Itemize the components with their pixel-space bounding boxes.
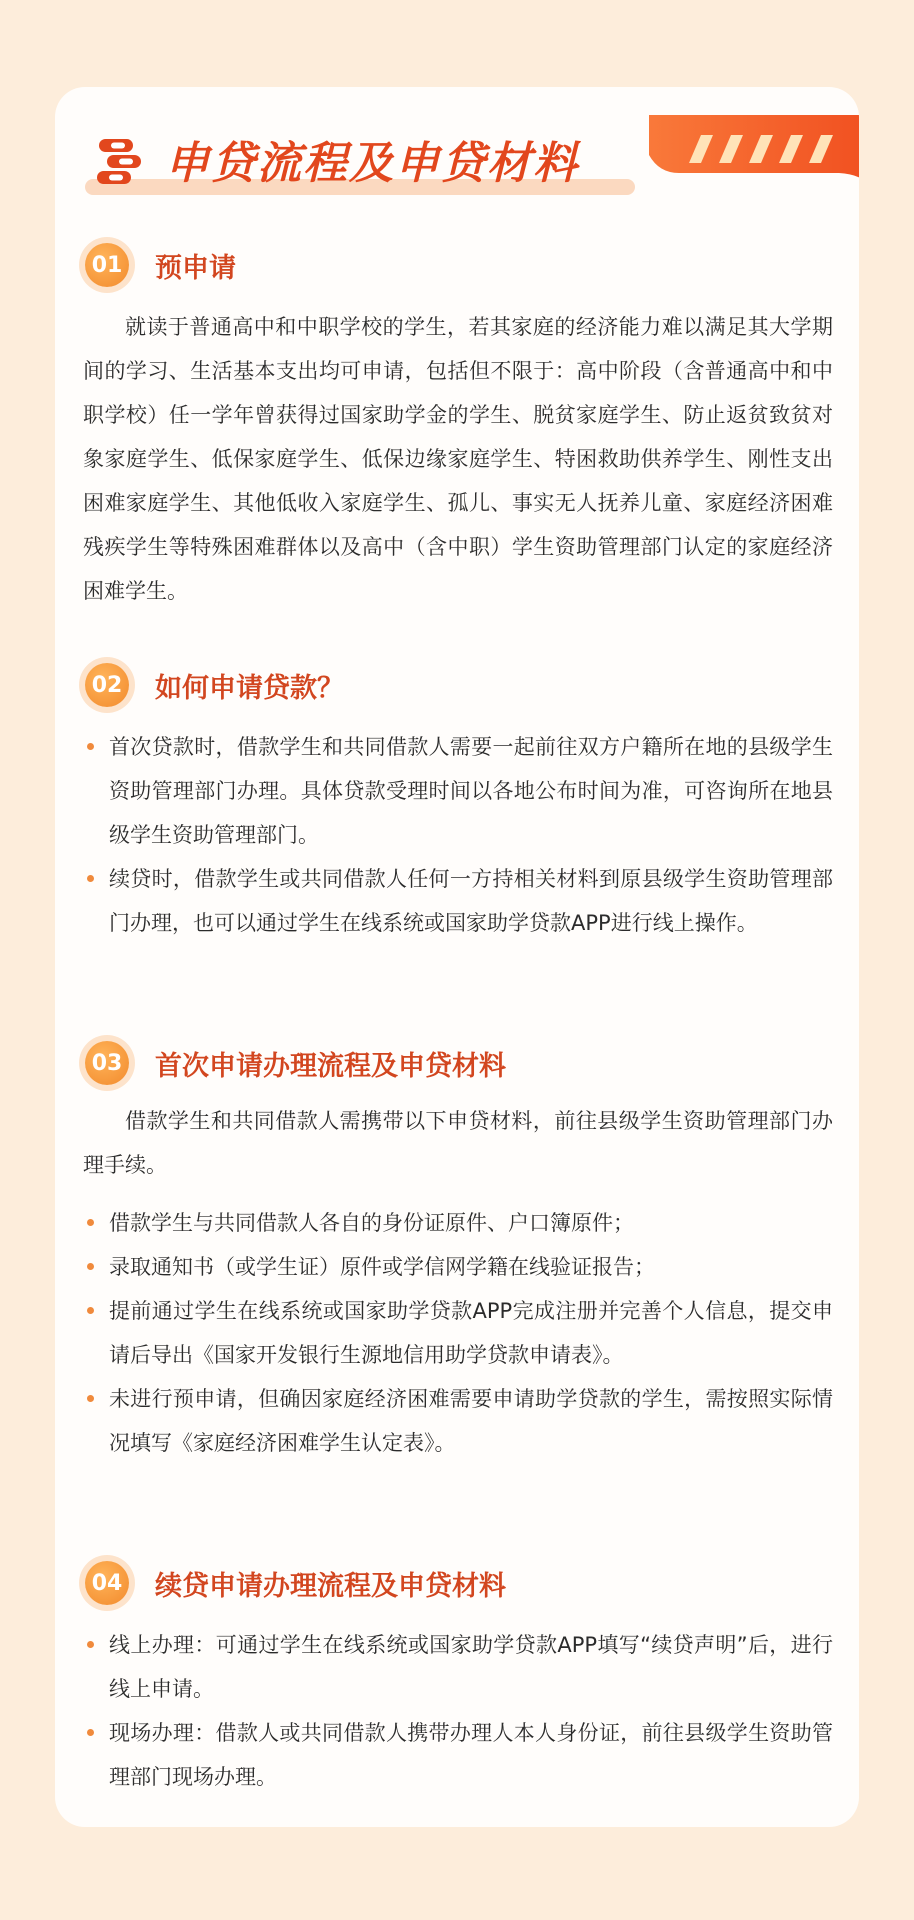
page-title: 申贷流程及申贷材料 bbox=[165, 138, 579, 189]
section-title: 如何申请贷款？ bbox=[155, 672, 344, 704]
bullet-dot-icon bbox=[87, 1307, 94, 1314]
list-item: 首次贷款时，借款学生和共同借款人需要一起前往双方户籍所在地的县级学生资助管理部门办理。具体贷款受理时间以各地公布时间为准，可咨询所在地县级学生资助管理部门。 bbox=[83, 725, 833, 857]
section-number-badge: 04 bbox=[85, 1561, 129, 1605]
section-number-badge: 02 bbox=[85, 663, 129, 707]
content-card bbox=[55, 87, 859, 1827]
section-title: 首次申请办理流程及申贷材料 bbox=[155, 1050, 506, 1082]
stripe-decoration bbox=[639, 115, 859, 245]
list-item: 录取通知书（或学生证）原件或学信网学籍在线验证报告； bbox=[83, 1245, 833, 1289]
bullet-dot-icon bbox=[87, 1219, 94, 1226]
section-header bbox=[83, 239, 833, 291]
section-number-badge: 03 bbox=[85, 1041, 129, 1085]
bullet-dot-icon bbox=[87, 1395, 94, 1402]
section-paragraph: 就读于普通高中和中职学校的学生，若其家庭的经济能力难以满足其大学期间的学习、生活基本支出均可申请，包括但不限于：高中阶段（含普通高中和中职学校）任一学年曾获得过国家助学金的学生、脱贫家庭学生、防止返贫致贫对象家庭学生、低保家庭学生、低保边缘家庭学生、特困救助供养学生、刚性支出困难家庭学生、其他低收入家庭学生、孤儿、事实无人抚养儿童、家庭经济困难残疾学生等特殊困难群体以及高中（含中职）学生资助管理部门认定的家庭经济困难学生。 bbox=[83, 315, 833, 603]
section-title: 续贷申请办理流程及申贷材料 bbox=[155, 1570, 506, 1602]
section-title: 预申请 bbox=[155, 252, 236, 284]
bullet-dot-icon bbox=[87, 1729, 94, 1736]
bullet-dot-icon bbox=[87, 1641, 94, 1648]
bullet-list bbox=[83, 725, 833, 945]
bullet-dot-icon bbox=[87, 1263, 94, 1270]
list-item: 提前通过学生在线系统或国家助学贷款APP完成注册并完善个人信息，提交申请后导出《国家开发银行生源地信用助学贷款申请表》。 bbox=[83, 1289, 833, 1377]
section-renewal-application bbox=[83, 1557, 833, 1799]
section-header bbox=[83, 659, 833, 711]
title-bar bbox=[85, 115, 859, 245]
list-item: 借款学生与共同借款人各自的身份证原件、户口簿原件； bbox=[83, 1201, 833, 1245]
bullet-dot-icon bbox=[87, 743, 94, 750]
bullet-dot-icon bbox=[87, 875, 94, 882]
bullet-list bbox=[83, 1201, 833, 1465]
list-item: 线上办理：可通过学生在线系统或国家助学贷款APP填写“续贷声明”后，进行线上申请。 bbox=[83, 1623, 833, 1711]
bullet-list bbox=[83, 1623, 833, 1799]
list-item: 续贷时，借款学生或共同借款人任何一方持相关材料到原县级学生资助管理部门办理，也可以通过学生在线系统或国家助学贷款APP进行线上操作。 bbox=[83, 857, 833, 945]
section-paragraph: 借款学生和共同借款人需携带以下申贷材料，前往县级学生资助管理部门办理手续。 bbox=[83, 1109, 833, 1177]
section-header bbox=[83, 1557, 833, 1609]
list-item: 现场办理：借款人或共同借款人携带办理人本人身份证，前往县级学生资助管理部门现场办理。 bbox=[83, 1711, 833, 1799]
section-first-application bbox=[83, 1037, 833, 1465]
list-item: 未进行预申请，但确因家庭经济困难需要申请助学贷款的学生，需按照实际情况填写《家庭经济困难学生认定表》。 bbox=[83, 1377, 833, 1465]
section-pre-application bbox=[83, 239, 833, 613]
section-how-to-apply bbox=[83, 659, 833, 945]
coin-stack-icon bbox=[91, 135, 151, 187]
section-number-badge: 01 bbox=[85, 243, 129, 287]
section-header bbox=[83, 1037, 833, 1089]
